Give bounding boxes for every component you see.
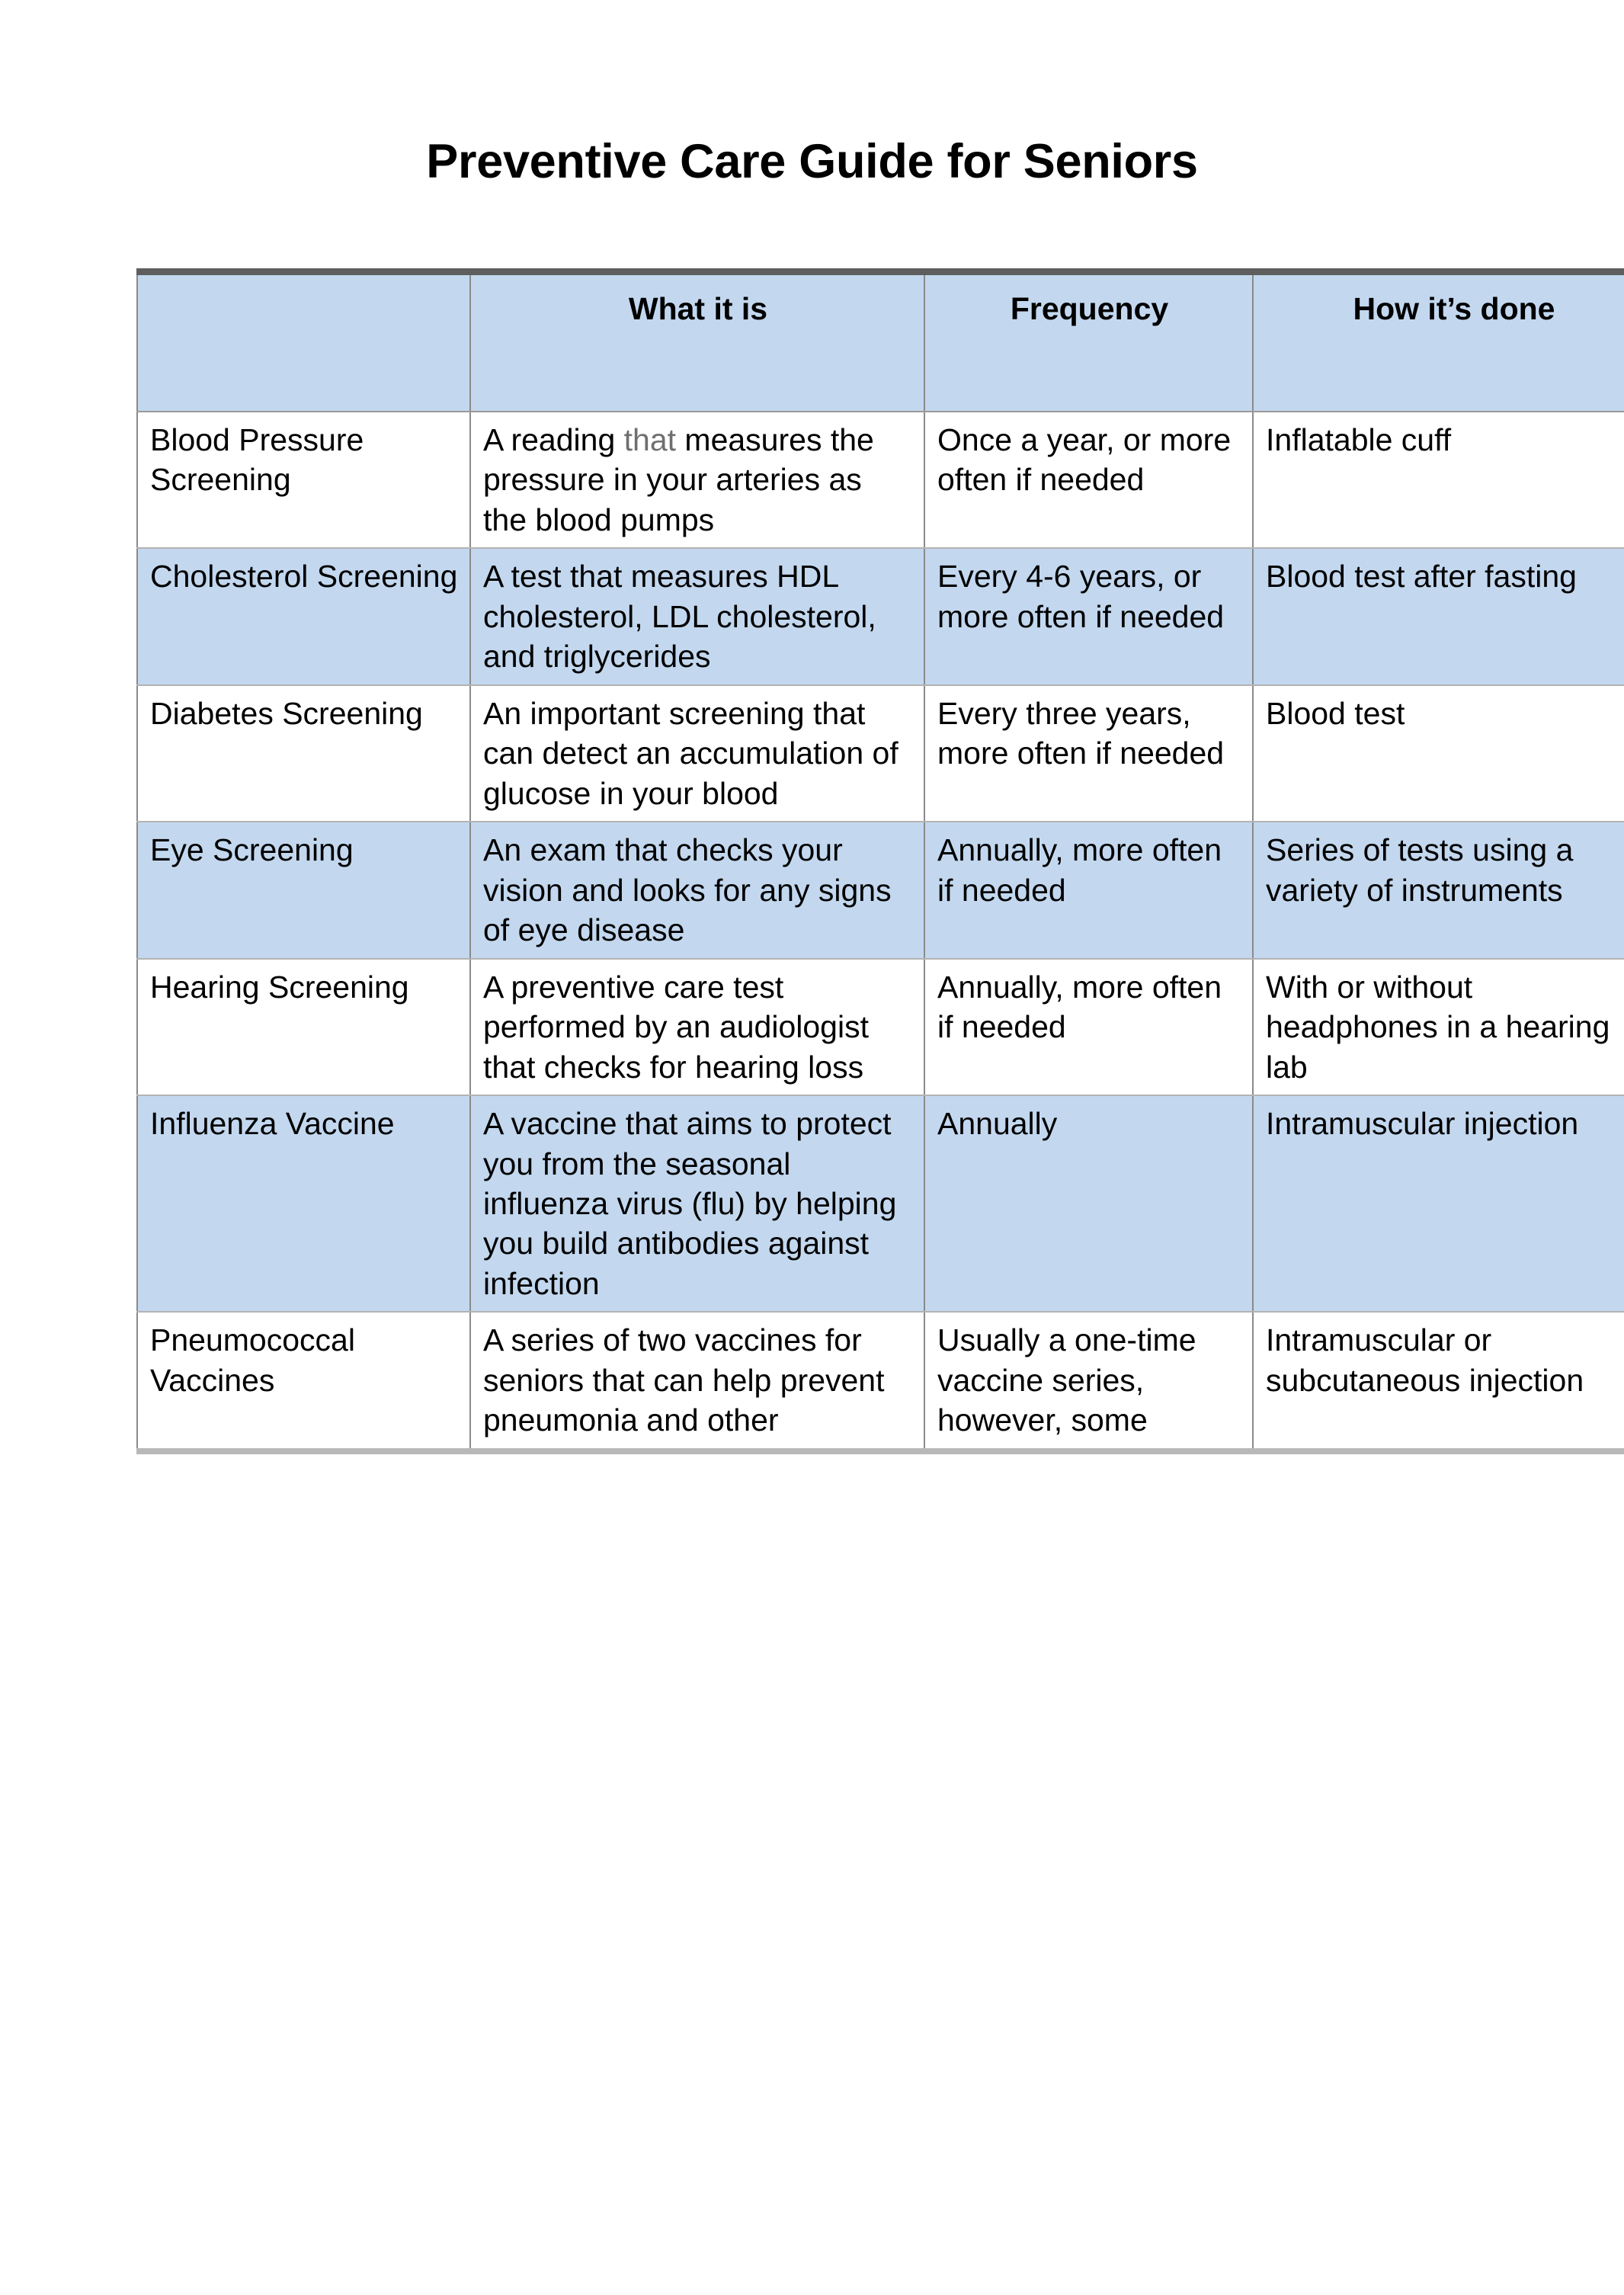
preventive-care-table	[136, 268, 1624, 1454]
row-what-it-is	[470, 412, 924, 548]
table-row	[137, 959, 1624, 1095]
preventive-care-table-container	[136, 268, 1624, 1454]
row-how-its-done: Blood test	[1253, 685, 1624, 822]
row-what-it-is-muted: that	[623, 422, 677, 457]
row-frequency: Once a year, or more often if needed	[924, 412, 1253, 548]
row-how-its-done: Blood test after fasting	[1253, 548, 1624, 684]
row-item-name: Blood Pressure Screening	[137, 412, 470, 548]
table-row	[137, 548, 1624, 684]
row-frequency: Every three years, more often if needed	[924, 685, 1253, 822]
page-title: Preventive Care Guide for Seniors	[426, 135, 1198, 188]
row-item-name: Pneumococcal Vaccines	[137, 1312, 470, 1450]
row-item-name: Eye Screening	[137, 822, 470, 958]
row-what-it-is: A preventive care test performed by an audiologist that checks for hearing loss	[470, 959, 924, 1095]
row-frequency: Annually, more often if needed	[924, 959, 1253, 1095]
row-how-its-done: Series of tests using a variety of instruments	[1253, 822, 1624, 958]
row-frequency: Annually, more often if needed	[924, 822, 1253, 958]
column-header-frequency: Frequency	[924, 272, 1253, 412]
row-item-name: Cholesterol Screening	[137, 548, 470, 684]
table-row	[137, 685, 1624, 822]
row-what-it-is-suffix: measures the pressure in your arteries as the blood pumps	[483, 422, 874, 537]
column-header-item	[137, 272, 470, 412]
row-frequency: Annually	[924, 1095, 1253, 1312]
row-frequency: Usually a one-time vaccine series, however, some	[924, 1312, 1253, 1450]
row-what-it-is-prefix: A reading	[483, 422, 624, 457]
table-header-row	[137, 272, 1624, 412]
row-how-its-done: Intramuscular injection	[1253, 1095, 1624, 1312]
row-what-it-is: A series of two vaccines for seniors that can help prevent pneumonia and other	[470, 1312, 924, 1450]
table-row	[137, 1312, 1624, 1450]
table-row	[137, 1095, 1624, 1312]
column-header-how-its-done: How it’s done	[1253, 272, 1624, 412]
row-how-its-done: Intramuscular or subcutaneous injection	[1253, 1312, 1624, 1450]
row-item-name: Hearing Screening	[137, 959, 470, 1095]
row-frequency: Every 4-6 years, or more often if needed	[924, 548, 1253, 684]
table-row	[137, 412, 1624, 548]
column-header-what-it-is: What it is	[470, 272, 924, 412]
row-what-it-is: An important screening that can detect an accumulation of glucose in your blood	[470, 685, 924, 822]
row-how-its-done: With or without headphones in a hearing lab	[1253, 959, 1624, 1095]
row-what-it-is: A vaccine that aims to protect you from the seasonal influenza virus (flu) by helping you build antibodies against infection	[470, 1095, 924, 1312]
row-how-its-done: Inflatable cuff	[1253, 412, 1624, 548]
row-what-it-is: An exam that checks your vision and looks for any signs of eye disease	[470, 822, 924, 958]
row-what-it-is: A test that measures HDL cholesterol, LDL cholesterol, and triglycerides	[470, 548, 924, 684]
row-item-name: Influenza Vaccine	[137, 1095, 470, 1312]
row-item-name: Diabetes Screening	[137, 685, 470, 822]
table-row	[137, 822, 1624, 958]
